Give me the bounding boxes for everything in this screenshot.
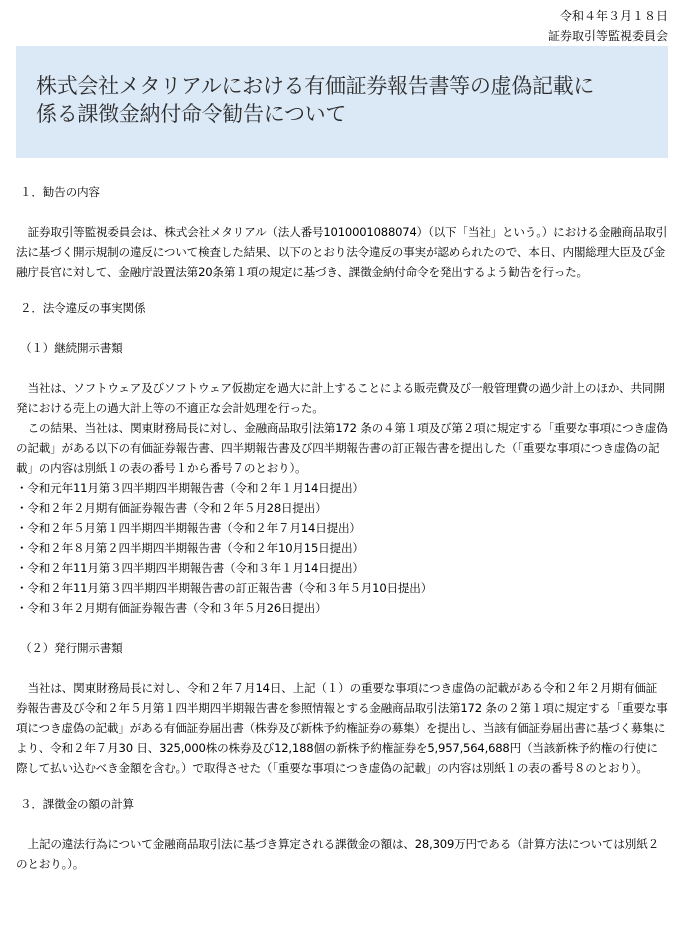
list-item: ・令和２年５月第１四半期四半期報告書（令和２年７月14日提出） (16, 521, 361, 535)
list-item: ・令和２年２月期有価証券報告書（令和２年５月28日提出） (16, 501, 327, 515)
subsection2-para: 当社は、関東財務局長に対し、令和２年７月14日、上記（１）の重要な事項につき虚偽の記載がある令和２年２月期有価証券報告書及び令和２年５月第１四半期四半期報告書を参照情報とする金融商品取引法第172 条の２第１項に規定する「重要な事項につき虚偽の記載」がある有価証券届出書（株券及び新株予約権証券の募集）を提出し、当該有価証券届出書に基づく募集により、令和２年７月30 日、325,000株の株券及び12,188個の新株予約権証券を5,957,564,688円（当該新株予約権の行使に際して払い込むべき金額を含む。）で取得させた（「重要な事項につき虚偽の記載」の内容は別紙１の表の番号８のとおり）。 (16, 681, 668, 775)
page-title (36, 72, 648, 128)
page-title-line2: 係る課徴金納付命令勧告について (36, 102, 347, 126)
list-item: ・令和２年８月第２四半期四半期報告書（令和２年10月15日提出） (16, 541, 364, 555)
section3-body: 上記の違法行為について金融商品取引法に基づき算定される課徴金の額は、28,309万円である（計算方法については別紙２のとおり。）。 (16, 837, 659, 871)
report-list (16, 478, 668, 618)
release-date: 令和４年３月１８日 (559, 9, 668, 23)
subsection1-para1: 当社は、ソフトウェア及びソフトウェア仮勘定を過大に計上することによる販売費及び一般管理費の過少計上のほか、共同開発における売上の過大計上等の不適正な会計処理を行った。 (16, 381, 665, 415)
list-item: ・令和２年11月第３四半期四半期報告書（令和３年１月14日提出） (16, 561, 364, 575)
section2-heading: ２．法令違反の事実関係 (20, 301, 146, 315)
list-item: ・令和３年２月期有価証券報告書（令和３年５月26日提出） (16, 601, 327, 615)
section1-heading: １．勧告の内容 (20, 185, 100, 199)
list-item: ・令和２年11月第３四半期四半期報告書の訂正報告書（令和３年５月10日提出） (16, 581, 433, 595)
issuer-name: 証券取引等監視委員会 (547, 29, 668, 43)
list-item: ・令和元年11月第３四半期四半期報告書（令和２年１月14日提出） (16, 481, 364, 495)
subsection1-heading: （１）継続開示書類 (20, 341, 123, 355)
title-banner (16, 46, 668, 158)
subsection2-heading: （２）発行開示書類 (20, 641, 123, 655)
subsection1-para2: この結果、当社は、関東財務局長に対し、金融商品取引法第172 条の４第１項及び第２項に規定する「重要な事項につき虚偽の記載」がある以下の有価証券報告書、四半期報告書及び四半期報告書の訂正報告書を提出した（「重要な事項につき虚偽の記載」の内容は別紙１の表の番号１から番号７のとおり）。 (16, 421, 668, 475)
header-meta (548, 6, 668, 46)
section3-heading: ３．課徴金の額の計算 (20, 797, 134, 811)
document-body (16, 182, 668, 874)
section1-body: 証券取引等監視委員会は、株式会社メタリアル（法人番号1010001088074）（以下「当社」という。）における金融商品取引法に基づく開示規制の違反について検査した結果、以下のとおり法令違反の事実が認められたので、本日、内閣総理大臣及び金融庁長官に対して、金融庁設置法第20条第１項の規定に基づき、課徴金納付命令を発出するよう勧告を行った。 (16, 225, 668, 279)
page-title-line1: 株式会社メタリアルにおける有価証券報告書等の虚偽記載に (36, 74, 595, 98)
